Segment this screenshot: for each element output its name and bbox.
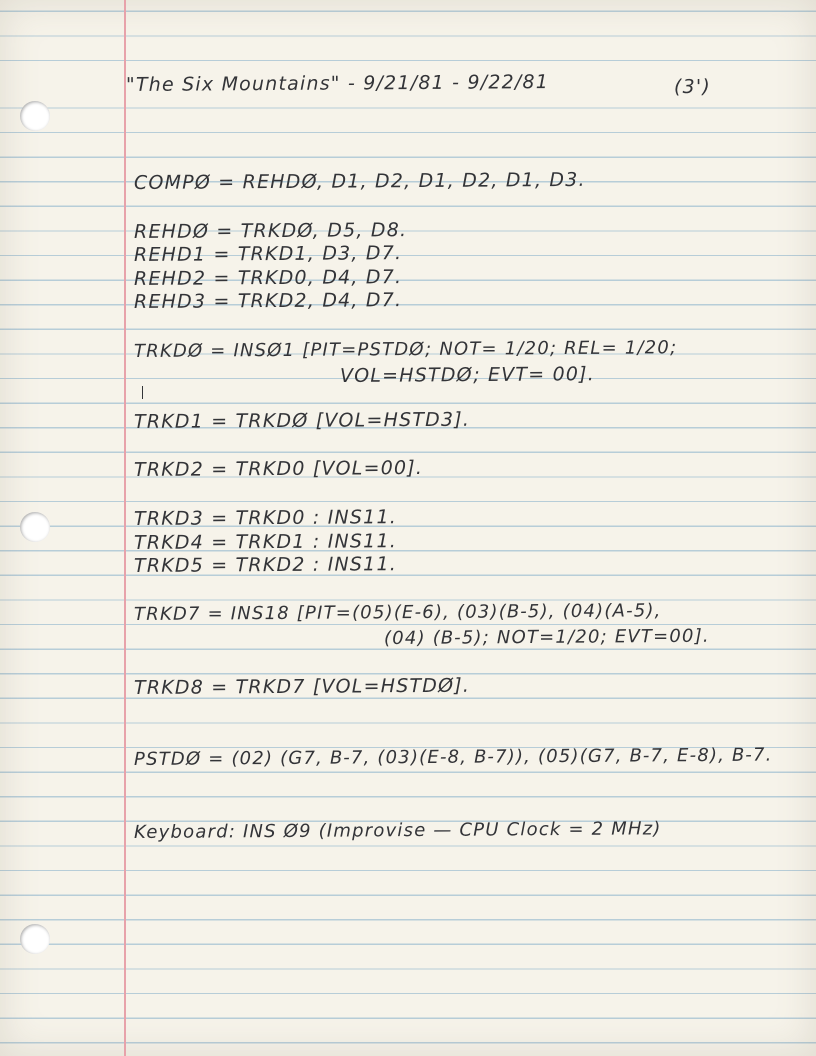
line-trkd8: TRKD8 = TRKD7 [VOL=HSTDØ].: [133, 674, 471, 699]
punch-hole-middle: [20, 512, 50, 542]
line-trkd3: TRKD3 = TRKD0 : INS11.: [133, 506, 398, 530]
line-trkd0-b: VOL=HSTDØ; EVT= 00].: [339, 363, 596, 387]
line-rehd3: REHD3 = TRKD2, D4, D7.: [133, 289, 403, 313]
line-rehd2: REHD2 = TRKD0, D4, D7.: [133, 266, 403, 290]
line-rehd1: REHD1 = TRKD1, D3, D7.: [133, 242, 403, 266]
line-pstd0: PSTDØ = (02) (G7, B-7, (03)(E-8, B-7)), (05)(G7, B-7, E-8), B-7.: [133, 744, 773, 770]
margin-line: [124, 0, 126, 1056]
line-rehd0: REHDØ = TRKDØ, D5, D8.: [133, 219, 408, 243]
line-comp: COMPØ = REHDØ, D1, D2, D1, D2, D1, D3.: [133, 168, 586, 194]
pen-tick-mark: [142, 386, 143, 399]
line-trkd4: TRKD4 = TRKD1 : INS11.: [133, 530, 398, 554]
punch-hole-top: [20, 101, 50, 131]
line-trkd2: TRKD2 = TRKD0 [VOL=00].: [133, 456, 424, 481]
line-keyboard: Keyboard: INS Ø9 (Improvise — CPU Clock = 2 MHz): [133, 818, 662, 843]
page-title: "The Six Mountains" - 9/21/81 - 9/22/81: [125, 71, 550, 96]
page-number: (3'): [673, 75, 712, 98]
line-trkd5: TRKD5 = TRKD2 : INS11.: [133, 553, 398, 577]
line-trkd1: TRKD1 = TRKDØ [VOL=HSTD3].: [133, 408, 471, 433]
line-trkd0-a: TRKDØ = INSØ1 [PIT=PSTDØ; NOT= 1/20; REL= 1/20;: [133, 337, 678, 362]
line-trkd7-a: TRKD7 = INS18 [PIT=(05)(E-6), (03)(B-5), (04)(A-5),: [133, 600, 662, 625]
punch-hole-bottom: [20, 924, 50, 954]
line-trkd7-b: (04) (B-5); NOT=1/20; EVT=00].: [383, 625, 710, 649]
